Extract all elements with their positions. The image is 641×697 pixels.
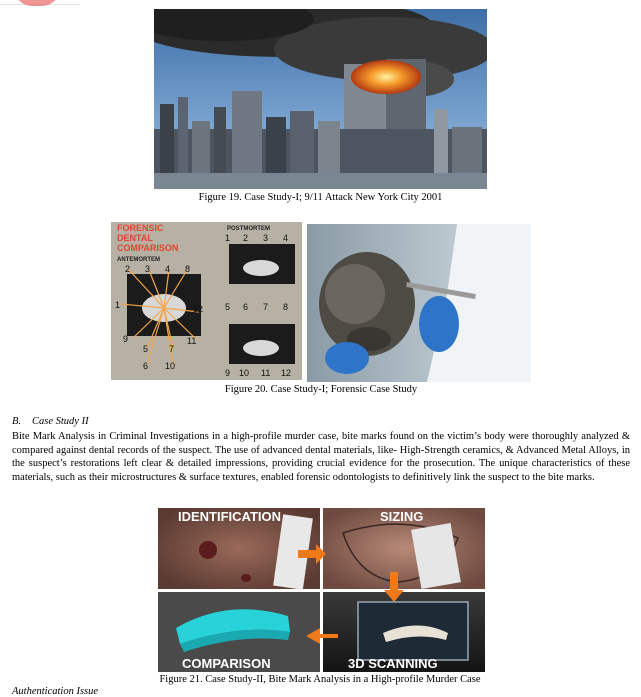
post-number: 1 [225,233,231,243]
post-number: 2 [243,233,249,243]
ante-number: 4 [165,264,171,274]
post-number: 3 [263,233,269,243]
post-number: 12 [281,368,292,378]
label-postmortem: POSTMORTEM [227,226,270,232]
post-number: 10 [239,368,250,378]
ante-number: 6 [143,361,149,371]
post-number: 7 [263,302,269,312]
chart-title-line1: FORENSIC [117,223,164,233]
ante-number: 12 [193,304,204,314]
figure-20-dental-chart [111,222,302,380]
panel-label-3d-scanning: 3D SCANNING [348,656,438,671]
figure-21-caption: Figure 21. Case Study-II, Bite Mark Analysis in a High-profile Murder Case [159,674,481,685]
journal-logo [14,0,60,6]
label-antemortem: ANTEMORTEM [117,257,160,263]
post-number: 4 [283,233,289,243]
post-number: 8 [283,302,289,312]
ante-number: 11 [187,336,197,346]
ante-number: 2 [125,264,131,274]
ante-number: 9 [123,334,129,344]
panel-label-comparison: COMPARISON [182,656,271,671]
panel-label-identification: IDENTIFICATION [178,509,282,524]
figure-20-skull-photo [307,224,531,382]
panel-label-sizing: SIZING [380,509,424,524]
ante-number: 5 [143,344,149,354]
chart-title-line3: COMPARISON [117,243,179,253]
post-number: 11 [261,368,271,378]
section-heading [12,416,89,427]
section-paragraph: Bite Mark Analysis in Criminal Investigations in a high-profile murder case, bite marks found on the victim’s body were thoroughly analyzed & compared against dental records of the suspect. The use of advanced dental materials, like- High-Strength ceramics, & Advanced Metal Alloys, in the suspect’s restorations left clear & detailed impressions, providing crucial evidence for the prosecution. The unique characteristics of these materials, such as their microstructures & surface textures, enabled forensic odontologists to definitively link the suspect to the bite marks. [12,431,630,484]
ante-number: 1 [115,300,121,310]
ante-number: 10 [165,361,176,371]
truncated-text-line: Authentication Issue [12,686,99,697]
section-title: Case Study II [32,416,89,427]
post-number: 9 [225,368,231,378]
ante-number: 3 [145,264,151,274]
figure-20-caption: Figure 20. Case Study-I; Forensic Case Study [224,384,418,395]
ante-number: 8 [185,264,191,274]
figure-19-image [154,9,487,189]
chart-title-line2: DENTAL [117,233,153,243]
figure-21-image [158,508,485,672]
post-number: 6 [243,302,249,312]
section-number: B. [12,416,22,427]
post-number: 5 [225,302,231,312]
figure-19-caption: Figure 19. Case Study-I; 9/11 Attack New York City 2001 [198,192,443,203]
ante-number: 7 [169,344,175,354]
